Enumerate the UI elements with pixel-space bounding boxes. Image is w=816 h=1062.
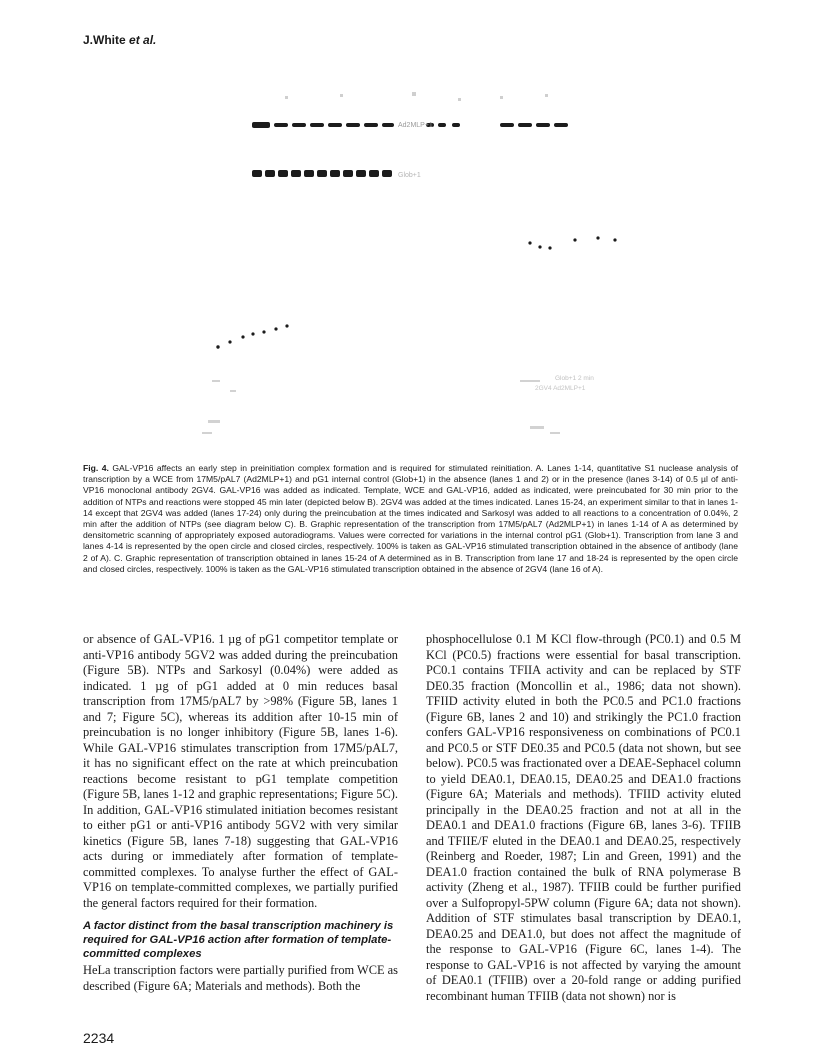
left-column [83, 632, 398, 994]
legend-label-faint: 2GV4 Ad2MLP+1 [535, 385, 586, 392]
section-heading: A factor distinct from the basal transcription machinery is required for GAL-VP16 action after formation of template-committed complexes [83, 920, 394, 960]
running-head-etal: et al. [129, 33, 157, 47]
right-paragraph-1: phosphocellulose 0.1 M KCl flow-through (PC0.1) and 0.5 M KCl (PC0.5) fractions were essential for basal transcription. PC0.1 contains TFIIA activity and can be replaced by STF DE0.35 fraction (Moncollin et al., 1986; data not shown). TFIID activity eluted in both the PC0.5 and PC1.0 fractions (Figure 6B, lanes 2 and 10) and strikingly the PC1.0 fraction confers GAL-VP16 responsiveness on combinations of PC0.1 and PC0.5 or STF DE0.35 and PC0.5 (data not shown, but see below). PC0.5 was fractionated over a DEAE-Sephacel column to yield DEA0.1, DEA0.15, DEA0.25 and DEA1.0 fractions (Figure 6A; Materials and methods). TFIID activity eluted principally in the DEA0.25 fraction and not at all in the DEA0.1 and DEA1.0 fractions (Figure 6B, lanes 3-6). TFIIB and TFIIE/F eluted in the DEA0.1 and DEA0.25, respectively (Reinberg and Roeder, 1987; Lin and Green, 1991) and the DEA1.0 fraction contained the bulk of RNA polymerase B activity (Zheng et al., 1987). TFIIB could be further purified over a Sulfopropyl-5PW column (Figure 6A; data not shown). Addition of STF stimulates basal transcription by DEA0.1, DEA0.25 and DEA1.0, but does not affect the magnitude of the response to GAL-VP16 (Figure 6C, lanes 1-4). The response to GAL-VP16 is not affected by varying the amount of DEA0.1 (TFIIB) over a 20-fold range or adding purified recombinant human TFIIB (data not shown) nor is [426, 632, 741, 1003]
running-head [83, 33, 156, 47]
left-paragraph-2: HeLa transcription factors were partially purified from WCE as described (Figure 6A; Materials and methods). Both the [83, 963, 398, 993]
caption-text: GAL-VP16 affects an early step in preinitiation complex formation and is required for stimulated reinitiation. A. Lanes 1-14, quantitative S1 nuclease analysis of transcription by a WCE from 17M5/pAL7 (Ad2MLP+1) and pG1 internal control (Glob+1) in the absence (lanes 1 and 2) or in the presence (lanes 3-14) of 0.5 µl of anti-VP16 monoclonal antibody 2GV4. GAL-VP16 was added as indicated. Template, WCE and GAL-VP16, added as indicated, were preincubated for 30 min prior to the addition of NTPs and reactions were stopped 45 min later (depicted below B). 2GV4 was added at the times indicated. Lanes 15-24, an experiment similar to that in lanes 1-14 except that 2GV4 was added (lanes 17-24) only during the preincubation at the times indicated and Sarkosyl was added to all reactions to a concentration of 0.04%, 2 min after the addition of NTPs (see diagram below C). B. Graphic representation of the transcription from 17M5/pAL7 (Ad2MLP+1) in lanes 1-14 of A as determined by densitometric scanning of appropriately exposed autoradiograms. Values were corrected for variations in the internal control pG1 (Glob+1). Transcription from lane 3 and lanes 4-14 is represented by the open circle and closed circles, respectively. 100% is taken as GAL-VP16 stimulated transcription obtained in the absence of antibody (lane 2 of A). C. Graphic representation of transcription obtained in lanes 15-24 of A determined as in B. Transcription from lane 17 and 18-24 is represented by the open circle and closed circles, respectively. 100% is taken as the GAL-VP16 stimulated transcription obtained in the absence of 2GV4 (lane 16 of A). [83, 463, 738, 574]
scatter-series-lower [216, 324, 288, 348]
scatter-series-upper [528, 236, 616, 249]
left-paragraph-1: or absence of GAL-VP16. 1 µg of pG1 competitor template or anti-VP16 antibody 5GV2 was added during the preincubation (Figure 5B). NTPs and Sarkosyl (0.04%) were added as indicated. 1 µg of pG1 added at 0 min reduces basal transcription from 17M5/pAL7 by >98% (Figure 5B, lanes 1 and 7; Figure 5C), whereas its addition after 10-15 min of preincubation is no longer inhibitory (Figure 5B, lanes 1-6). While GAL-VP16 stimulates transcription from 17M5/pAL7, it has no significant effect on the rate at which preincubation reactions become resistant to pG1 template competition (Figure 5B, lanes 1-12 and graphic representations; Figure 5C). In addition, GAL-VP16 stimulated initiation becomes resistant to either pG1 or anti-VP16 antibody 5GV2 with very similar kinetics (Figure 5B, lanes 7-18) suggesting that GAL-VP16 acts during or immediately after formation of template-committed complexes. To analyse further the effect of GAL-VP16 on template-committed complexes, we partially purified the general factors required for their formation. [83, 632, 398, 910]
figure-4-image [190, 80, 650, 450]
caption-label: Fig. 4. [83, 463, 109, 473]
right-column [426, 632, 741, 1004]
figure-caption [83, 463, 738, 575]
page-number: 2234 [83, 1030, 115, 1046]
faint-lane-markers [285, 92, 548, 101]
gel-label-ad2mlp: Ad2MLP+1 [398, 122, 433, 129]
figure-4-graphic [190, 80, 650, 450]
faint-artifacts [202, 380, 560, 434]
running-head-authors: J.White [83, 33, 126, 47]
gel-label-glob: Glob+1 [398, 172, 421, 179]
gel-band-row-glob [252, 170, 392, 177]
scatter-label-faint: Glob+1 2 min [555, 375, 594, 382]
